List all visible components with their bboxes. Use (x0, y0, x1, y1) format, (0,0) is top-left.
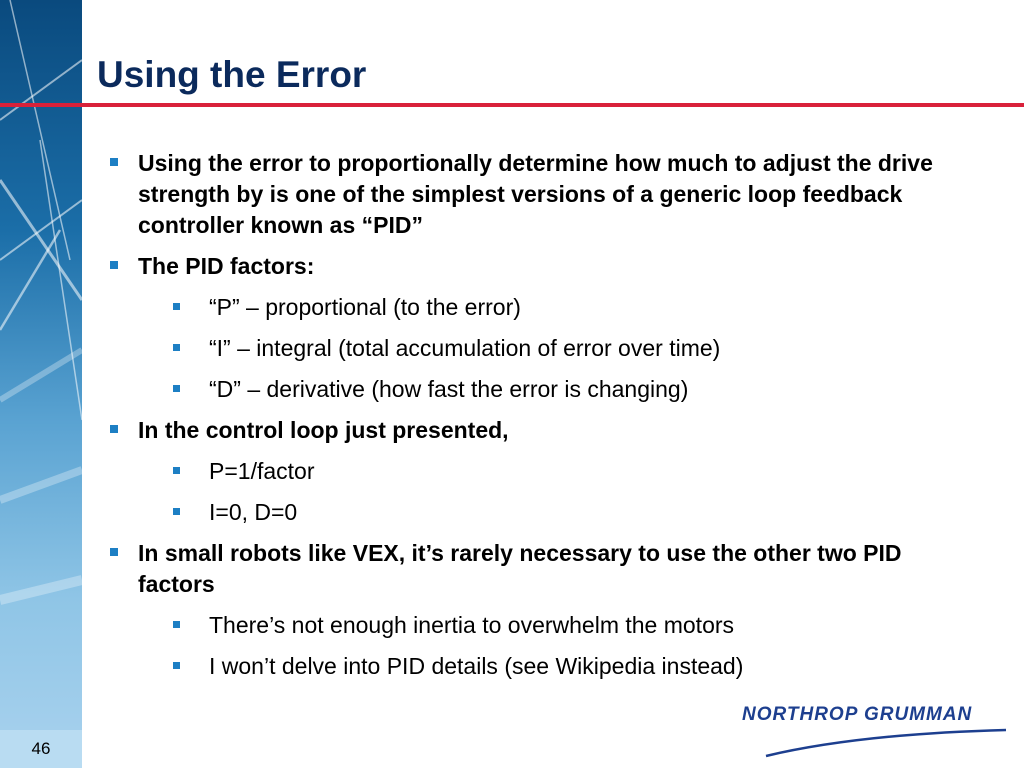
bullet-square-icon (110, 425, 118, 433)
sub-bullet-text: “D” – derivative (how fast the error is changing) (209, 376, 689, 402)
slide-title: Using the Error (97, 54, 367, 95)
sub-bullet-item (107, 497, 947, 528)
logo-text: NORTHROP GRUMMAN (742, 704, 973, 725)
sub-bullet-text: “P” – proportional (to the error) (209, 294, 521, 320)
bullet-square-icon (110, 261, 118, 269)
bullet-square-icon (173, 508, 180, 515)
bullet-square-icon (173, 344, 180, 351)
decorative-side-panel (0, 0, 82, 768)
bullet-square-icon (173, 621, 180, 628)
sub-bullet-text: “I” – integral (total accumulation of error over time) (209, 335, 721, 361)
bullet-square-icon (173, 467, 180, 474)
bullet-text: In the control loop just presented, (138, 417, 509, 443)
logo-swoosh-icon (738, 704, 1010, 760)
northrop-grumman-logo (738, 704, 1010, 760)
bullet-square-icon (173, 303, 180, 310)
bullet-square-icon (110, 548, 118, 556)
sub-bullet-text: I=0, D=0 (209, 499, 298, 525)
bullet-text: The PID factors: (138, 253, 315, 279)
title-divider (0, 103, 1024, 107)
sub-bullet-item (107, 333, 947, 364)
sub-bullet-item (107, 374, 947, 405)
bullet-item (107, 538, 947, 600)
bullet-text: Using the error to proportionally determine how much to adjust the drive strength by is one of the simplest versions of a generic loop feedback controller known as “PID” (138, 150, 933, 238)
bullet-list (107, 148, 947, 692)
sub-bullet-item (107, 651, 947, 682)
bullet-square-icon (110, 158, 118, 166)
bullet-text: In small robots like VEX, it’s rarely necessary to use the other two PID factors (138, 540, 902, 597)
sub-bullet-item (107, 292, 947, 323)
sub-bullet-text: I won’t delve into PID details (see Wikipedia instead) (209, 653, 744, 679)
bullet-square-icon (173, 662, 180, 669)
sub-bullet-text: There’s not enough inertia to overwhelm the motors (209, 612, 735, 638)
sub-bullet-text: P=1/factor (209, 458, 315, 484)
slide-number: 46 (31, 739, 51, 758)
bullet-item (107, 251, 947, 282)
light-streaks-graphic (0, 0, 82, 730)
bullet-item (107, 415, 947, 446)
bullet-square-icon (173, 385, 180, 392)
sub-bullet-item (107, 610, 947, 641)
bullet-item (107, 148, 947, 241)
slide-number-box (0, 730, 82, 768)
sub-bullet-item (107, 456, 947, 487)
